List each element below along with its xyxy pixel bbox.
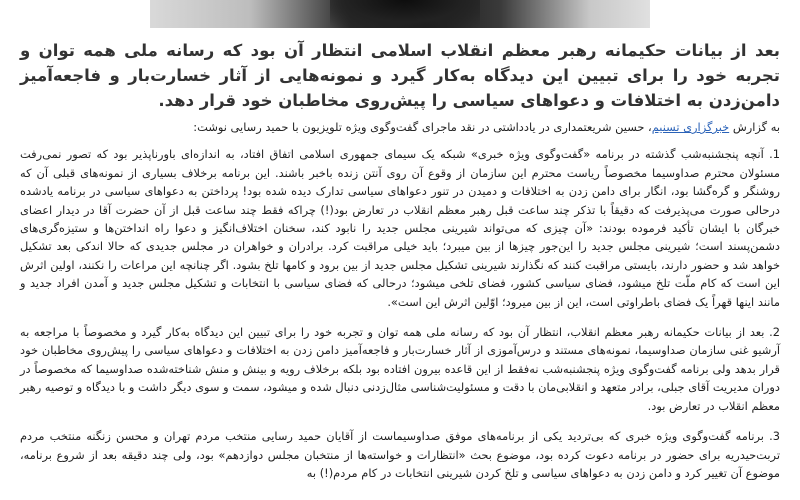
article-photo (150, 0, 650, 28)
paragraph-1: 1. آنچه پنجشنبه‌شب گذشته در برنامه «گفت‌وگوی ویژه خبری» شبکه یک سیمای جمهوری اسلامی اتفاق افتاد، به اندازه‌ای باورناپذیر بود که تصور نمی‌رفت مسئولان محترم صداوسیما مخصوصاً ریاست محترم این سازمان از وقوع آن روی آنتن زنده باخبر باشند. این برنامه برخلاف بسیاری از نمونه‌های قبلی آن که روشنگر و گره‌گشا بود، انگار برای دامن زدن به اختلافات و دمیدن در تنور دعواهای سیاسی تدارک دیده شده بود! پرداختن به دعواهای سیاسی در برنامه یادشده درحالی صورت می‌پذیرفت که دقیقاً با تذکر چند ساعت قبل رهبر معظم انقلاب در تعارض بود(!) چراکه فقط چند ساعت قبل از آن حضرت آقا در دیدار اعضای خبرگان با ایشان تأکید فرموده بودند: «آن چیزی که می‌تواند شیرینی مجلس جدید را نابود کند، سخنان اختلاف‌انگیز و دعوا راه انداختن‌ها و ستیزه‌گری‌های دشمن‌پسند است؛ شیرینی مجلس جدید را این‌جور چیزها از بین میبرد؛ باید خیلی مراقبت کرد. برادران و خواهران در مجلس جدیدی که حالا اندکی بعد تشکیل خواهد شد و حضور دارند، بایستی مراقبت کنند که نگذارند شیرینی تشکیل مجلس جدید از بین برود و کامها تلخ بشود. اگر چنانچه این مراعات را نکنند، اولین اثرش این است که کام ملّت تلخ میشود، فضای سیاسی کشور، فضای تلخی میشود؛ درحالی که فضای سیاسی با انتخابات و تشکیل مجلس جدید و آمدن افراد جدید و مانند اینها قهراً یک فضای باطراوتی است، این از بین میرود؛ اوّلین اثرش این است». (20, 147, 780, 309)
source-suffix: ، حسین شریعتمداری در یادداشتی در نقد ماجرای گفت‌وگوی ویژه تلویزیون با حمید رسایی نوشت: (193, 120, 652, 134)
paragraph-3: 3. برنامه گفت‌وگوی ویژه خبری که بی‌تردید یکی از برنامه‌های موفق صداوسیماست از آقایان حمید رسایی منتخب مردم تهران و محسن زنگنه منتخب مردم تربت‌حیدریه برای حضور در برنامه دعوت کرده بود، موضوع بحث «انتظارات و خواسته‌ها از منتخبان مجلس دوازدهم» بود، ولی چند دقیقه بعد از شروع برنامه، موضوع آن تغییر کرد و دامن زدن به دعواهای سیاسی و تلخ کردن شیرینی انتخابات در کام مردم(!) به (20, 429, 780, 480)
article-body (20, 118, 780, 494)
source-prefix: به گزارش (732, 120, 780, 134)
paragraph-2: 2. بعد از بیانات حکیمانه رهبر معظم انقلاب، انتظار آن بود که رسانه ملی همه توان و تجربه خود را برای تبیین این دیدگاه به‌کار گیرد و مخصوصاً با مراجعه به آرشیو غنی سازمان صداوسیما، نمونه‌های مستند و درس‌آموزی از آثار خسارت‌بار و فاجعه‌آمیز دامن زدن به اختلافات و دعواهای سیاسی را پیش‌روی مخاطبان خود قرار بدهد ولی برنامه گفت‌وگوی ویژه پنجشنبه‌شب نه‌فقط از این قاعده بیرون افتاده بود بلکه برخلاف رویه و بینش و منش شناخته‌شده صداوسیما که مخصوصاً در دوران مدیریت آقای جبلی، برادر متعهد و انقلابی‌مان با دقت و مسئولیت‌شناسی مثال‌زدنی دنبال شده و میشود، سمت و سوی دیگر داشت و با دیدگاه و توصیه رهبر معظم انقلاب در تعارض بود. (20, 325, 780, 413)
photo-subject (330, 0, 480, 28)
source-line (20, 118, 780, 136)
source-link[interactable]: خبرگزاری تسنیم (651, 120, 730, 134)
article-lead: بعد از بیانات حکیمانه رهبر معظم انقلاب اسلامی انتظار آن بود که رسانه ملی همه توان و تجربه خود را برای تبیین این دیدگاه به‌کار گیرد و نمونه‌هایی از آثار خسارت‌بار و فاجعه‌آمیز دامن‌زدن به اختلافات و دعواهای سیاسی را پیش‌روی مخاطبان خود قرار دهد. (20, 41, 780, 110)
